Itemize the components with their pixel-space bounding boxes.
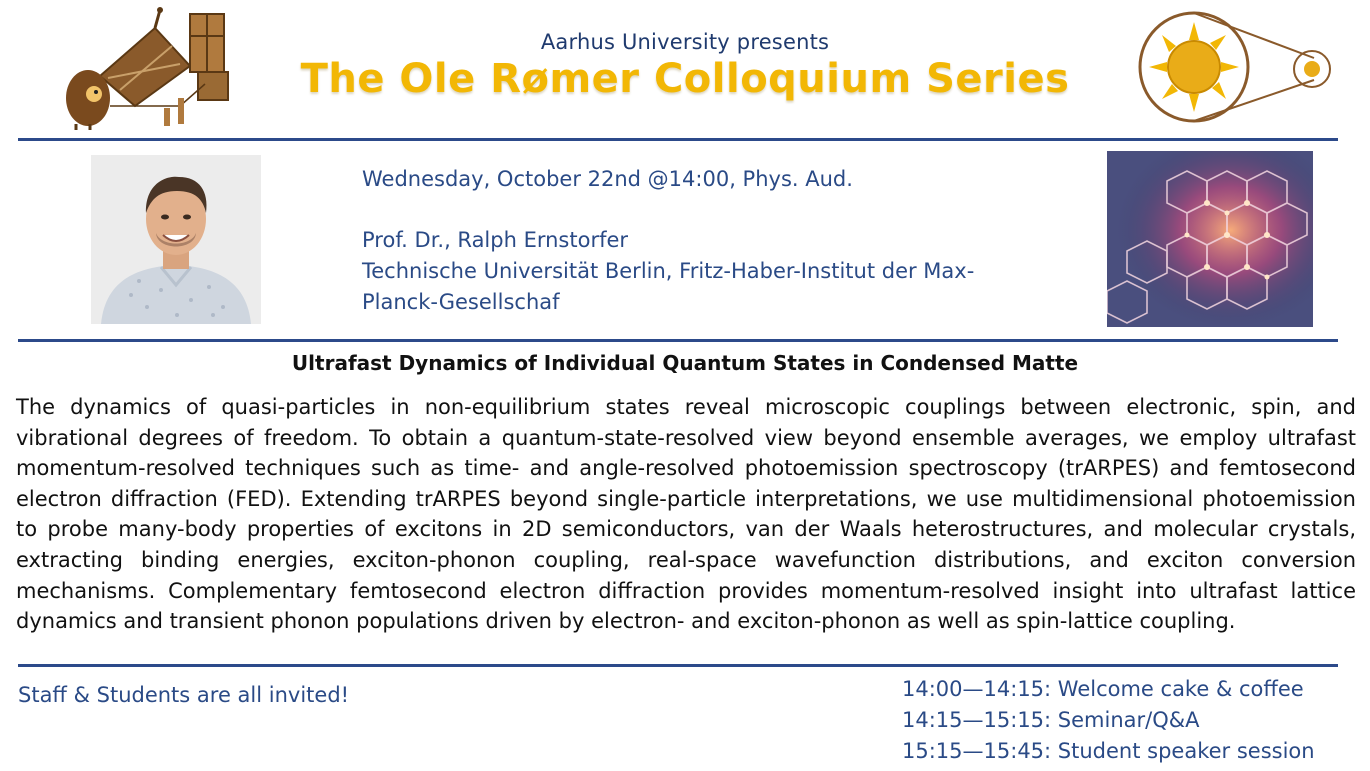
schedule-list <box>902 674 1315 767</box>
speaker-photo <box>91 155 261 324</box>
divider-bottom <box>18 664 1338 667</box>
schedule-item: 14:15—15:15: Seminar/Q&A <box>902 708 1200 732</box>
talk-title: Ultrafast Dynamics of Individual Quantum States in Condensed Matte <box>291 351 1079 375</box>
divider-middle <box>18 339 1338 342</box>
schedule-item: 15:15—15:45: Student speaker session <box>902 739 1315 763</box>
lattice-illustration <box>1107 151 1313 327</box>
invitation-text: Staff & Students are all invited! <box>18 683 350 707</box>
speaker-affiliation-line2: Planck-Gesellschaf <box>362 290 560 314</box>
divider-top <box>18 138 1338 141</box>
speaker-affiliation-line1: Technische Universität Berlin, Fritz-Haber-Institut der Max- <box>362 259 975 283</box>
talk-abstract: The dynamics of quasi-particles in non-equilibrium states reveal microscopic couplings between electronic, spin, and vibrational degrees of freedom. To obtain a quantum-state-resolved view beyond ensemble averages, we employ ultrafast momentum-resolved techniques such as time- and angle-resolved photoemission spectroscopy (trARPES) and femtosecond electron diffraction (FED). Extending trARPES beyond single-particle interpretations, we use multidimensional photoemission to probe many-body properties of excitons in 2D semiconductors, van der Waals heterostructures, and molecular crystals, extracting binding energies, exciton-phonon coupling, real-space wavefunction distributions, and exciton conversion mechanisms. Complementary femtosecond electron diffraction provides momentum-resolved insight into ultrafast lattice dynamics and transient phonon populations driven by electron- and exciton-phonon as well as spin-lattice coupling. <box>16 395 1356 634</box>
series-title: The Ole Rømer Colloquium Series <box>300 56 1070 102</box>
speaker-name: Prof. Dr., Ralph Ernstorfer <box>362 228 629 252</box>
presenter-line: Aarhus University presents <box>540 30 830 54</box>
schedule-item: 14:00—14:15: Welcome cake & coffee <box>902 677 1304 701</box>
event-datetime-location: Wednesday, October 22nd @14:00, Phys. Aud. <box>362 167 853 191</box>
